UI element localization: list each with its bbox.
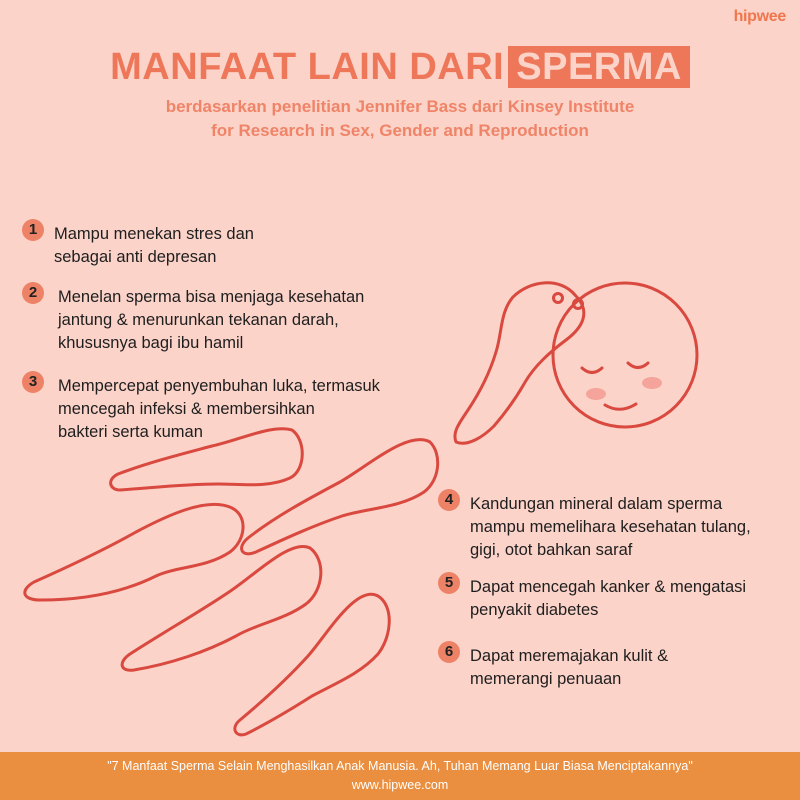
sperm-outline-icon	[242, 440, 438, 554]
title-main: MANFAAT LAIN DARI	[110, 46, 505, 88]
benefit-item-2	[22, 286, 364, 355]
item-text: Dapat meremajakan kulit & memerangi penuaan	[470, 647, 669, 688]
item-text: Mempercepat penyembuhan luka, termasuk mencegah infeksi & membersihkan bakteri serta kuman	[58, 377, 380, 441]
item-text: Kandungan mineral dalam sperma mampu memelihara kesehatan tulang, gigi, otot bahkan saraf	[470, 495, 751, 559]
sperm-outline-icon	[235, 594, 389, 735]
subtitle-line-1: berdasarkan penelitian Jennifer Bass dari Kinsey Institute	[165, 97, 635, 116]
item-number-badge: 4	[438, 489, 460, 511]
item-text: Menelan sperma bisa menjaga kesehatan jantung & menurunkan tekanan darah, khususnya bagi ibu hamil	[58, 288, 365, 352]
title-highlight: SPERMA	[508, 46, 690, 88]
benefit-item-3	[22, 375, 380, 444]
benefit-item-4	[438, 493, 751, 562]
item-number-badge: 3	[22, 371, 44, 393]
item-number-badge: 1	[22, 219, 44, 241]
footer-bar	[0, 752, 800, 800]
item-number-badge: 2	[22, 282, 44, 304]
subtitle-line-2: for Research in Sex, Gender and Reproduction	[211, 121, 589, 140]
footer-quote: "7 Manfaat Sperma Selain Menghasilkan Anak Manusia. Ah, Tuhan Memang Luar Biasa Menciptakannya"	[107, 759, 693, 773]
sperm-outline-icon	[122, 546, 321, 670]
footer-url: www.hipwee.com	[351, 778, 449, 792]
sperm-outline-icon	[25, 504, 243, 600]
benefit-item-6	[438, 645, 668, 691]
benefit-item-5	[438, 576, 746, 622]
item-text: Mampu menekan stres dan sebagai anti depresan	[54, 225, 254, 266]
item-number-badge: 5	[438, 572, 460, 594]
benefit-item-1	[22, 223, 254, 269]
item-number-badge: 6	[438, 641, 460, 663]
item-text: Dapat mencegah kanker & mengatasi penyakit diabetes	[470, 578, 747, 619]
lead-sperm-icon	[455, 283, 584, 443]
brand-logo: hipwee	[733, 8, 786, 25]
